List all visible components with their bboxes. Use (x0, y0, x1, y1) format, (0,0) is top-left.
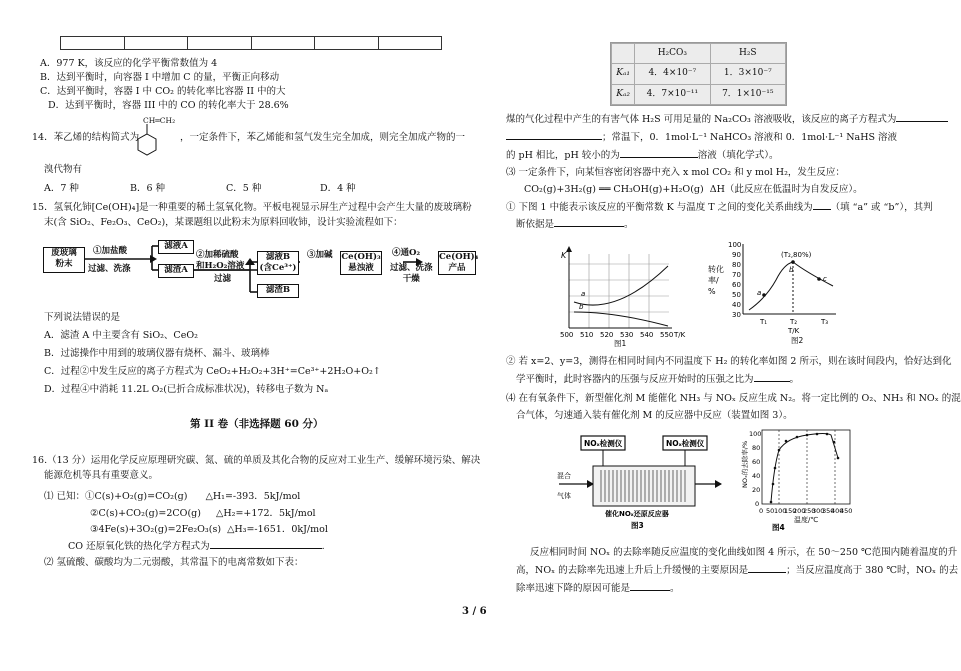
q15-option-a: A．滤渣 A 中主要含有 SiO₂、CeO₂ (44, 330, 198, 341)
answer-blank[interactable] (813, 209, 831, 210)
fig3-reactor-label: 催化NOₓ还原反应器 (605, 510, 669, 518)
fig4-xtick-400: 400 (831, 507, 844, 515)
fig2-xtick-t1: T₁ (760, 318, 768, 326)
fig2-curve-rise (749, 262, 793, 310)
q14-option-b: B．6 种 (130, 183, 166, 194)
answer-blank[interactable] (506, 139, 602, 140)
flow-product: Ce(OH)₄ 产品 (439, 252, 479, 273)
fig2-ytick-70: 70 (732, 271, 741, 279)
fig2-point-a (762, 293, 766, 297)
q15-question: 下列说法错误的是 (44, 312, 121, 323)
fig4-xtick-250: 250 (803, 507, 816, 515)
p3-intro: ⑶ 一定条件下，向某恒容密闭容器中充入 x mol CO₂ 和 y mol H₂，发生反应： (506, 167, 845, 178)
fig2-xtick-t2: T₂ (790, 318, 798, 326)
q15-option-d: D．过程④中消耗 11.2L O₂(已折合成标准状况)，转移电子数为 Nₐ (44, 384, 329, 395)
fig2-xtick-t3: T₃ (821, 318, 829, 326)
fig2-ylabel-2: 率/ (708, 276, 719, 285)
q14-vinyl-label: CH═CH₂ (143, 116, 176, 125)
p3-q1-line2: 断依据是 。 (516, 219, 634, 230)
fig1-xtick-510: 510 (580, 331, 594, 339)
fig4-ytick-40: 40 (752, 472, 761, 480)
fig3-detector-left: NOₓ检测仪 (584, 439, 623, 448)
q14-stem-c: 溴代物有 (44, 164, 83, 175)
section-heading: 第 II 卷（非选择题 60 分） (190, 418, 324, 430)
fig1-xtick-540: 540 (640, 331, 654, 339)
flow-step3: ③加碱 (307, 250, 333, 260)
fig1-xtick-530: 530 (620, 331, 634, 339)
fig3-inlet-1: 混合 (557, 472, 571, 480)
fig4-xtick-100: 100 (774, 507, 787, 515)
figure-4 (742, 426, 854, 532)
ka-row2-label: Kₐ₂ (612, 84, 635, 104)
p4-line1: ⑷ 在有氧条件下，新型催化剂 M 能催化 NH₃ 与 NOₓ 反应生成 N₂。将一定比例的 O₂、NH₃ 和 NOₓ 的混 (506, 393, 961, 404)
fig2-ytick-80: 80 (732, 261, 741, 269)
answer-blank[interactable] (554, 226, 624, 227)
q15-stem-2: 末(含 SiO₂、Fe₂O₃、CeO₂)，某课题组以此粉末为原料回收铈，设计实验流程如下： (44, 217, 403, 228)
fig2-ytick-100: 100 (728, 241, 742, 249)
fig4-curve (771, 434, 838, 503)
fig2-ytick-90: 90 (732, 251, 741, 259)
q15-option-c: C．过程②中发生反应的离子方程式为 CeO₂+H₂O₂+3H⁺=Ce³⁺+2H₂O+O₂↑ (44, 366, 381, 377)
q14-option-a: A．7 种 (44, 183, 79, 194)
flow-op2: 过滤 (214, 274, 232, 284)
p3-q2-line1: ② 若 x=2、y=3，测得在相同时间内不同温度下 H₂ 的转化率如图 2 所示，则在该时间段内，恰好达到化 (506, 356, 952, 367)
fig2-ylabel-1: 转化 (708, 265, 724, 274)
figure-2 (706, 238, 846, 346)
page-number: 3 / 6 (462, 606, 487, 617)
p4-line3: 反应相同时间 NOₓ 的去除率随反应温度的变化曲线如图 4 所示，在 50～250 ℃范围内随着温度的升 (530, 547, 958, 558)
q16-eq3: ③4Fe(s)+3O₂(g)=2Fe₂O₃(s) △H₃=-1651．0kJ/mol (90, 524, 328, 535)
fig1-xlabel: T/K (674, 331, 686, 339)
q13-option-d: D．达到平衡时，容器 III 中的 CO 的转化率大于 28.6% (48, 100, 289, 111)
flow-filtrate-b: 滤液B (含Ce³⁺) (257, 251, 299, 275)
fig3-detector-right: NOₓ检测仪 (666, 439, 705, 448)
fig4-xtick-150: 150 (784, 507, 797, 515)
fig4-ylabel: NOₓ的去除率/% (741, 440, 749, 488)
fig2-label-a: a (757, 289, 762, 297)
flow-step2: ②加稀硫酸 (196, 250, 239, 260)
fig1-curve-a-label: a (581, 290, 586, 298)
p2-line2: ；常温下，0．1mol·L⁻¹ NaHCO₃ 溶液和 0．1mol·L⁻¹ NaHS 溶液 (506, 132, 897, 144)
q13-option-a: A．977 K，该反应的化学平衡常数值为 4 (40, 58, 218, 69)
figure-3 (555, 432, 725, 532)
fig4-ytick-20: 20 (752, 486, 761, 494)
ka-row1-h2s: 1．3×10⁻⁷ (710, 64, 785, 84)
p4-line5: 除率迅速下降的原因可能是 。 (516, 583, 680, 594)
p2-line3: 的 pH 相比，pH 较小的为 溶液（填化学式）。 (506, 150, 779, 161)
answer-blank[interactable] (754, 381, 790, 382)
answer-blank[interactable] (210, 548, 322, 549)
q16-stem-1: 16.（13 分）运用化学反应原理研究碳、氮、硫的单质及其化合物的反应对工业生产、缓解环境污染、解决 (32, 455, 481, 466)
fig4-ytick-80: 80 (752, 444, 761, 452)
fig4-ytick-100: 100 (749, 430, 762, 438)
fig4-markers (770, 433, 840, 504)
fig2-point-b (791, 260, 795, 264)
curve-b (574, 312, 668, 326)
q15-option-b: B．过滤操作中用到的玻璃仪器有烧杯、漏斗、玻璃棒 (44, 348, 270, 359)
fig4-ytick-0: 0 (755, 500, 760, 508)
fig4-caption: 图4 (772, 523, 785, 532)
fig2-caption: 图2 (791, 336, 804, 345)
fig1-xtick-500: 500 (560, 331, 574, 339)
q16-eq2: ②C(s)+CO₂(g)=2CO(g) △H₂=+172．5kJ/mol (90, 508, 316, 519)
flow-residue-b: 滤渣B (257, 284, 299, 298)
q13-table-remnant (60, 36, 442, 50)
curve-a (574, 266, 668, 305)
figure-1 (556, 246, 686, 346)
p4-line4: 高，NOₓ 的去除率先迅速上升后上升缓慢的主要原因是 ；当反应温度高于 380 ℃时，NOₓ 的去 (516, 565, 959, 576)
fig2-label-b: b (789, 266, 794, 274)
flow-suspension: Ce(OH)₃ 悬浊液 (341, 252, 381, 273)
fig1-xtick-550: 550 (660, 331, 674, 339)
fig3-caption: 图3 (631, 521, 644, 530)
fig2-ytick-40: 40 (732, 301, 741, 309)
q14-stem-a: 14．苯乙烯的结构简式为 (32, 132, 140, 143)
fig4-ytick-60: 60 (752, 458, 761, 466)
answer-blank[interactable] (620, 157, 698, 158)
ka-row1-label: Kₐ₁ (612, 64, 635, 84)
fig3-inlet-2: 气体 (557, 492, 571, 500)
q16-eq1: ⑴ 已知：①C(s)+O₂(g)=CO₂(g) △H₁=-393．5kJ/mol (44, 491, 301, 502)
q16-ask: CO 还原氧化铁的热化学方程式为 . (68, 541, 325, 552)
q15-stem-1: 15．氢氧化铈[Ce(OH)₄]是一种重要的稀土氢氧化物。平板电视显示屏生产过程中会产生大量的废玻璃粉 (32, 202, 472, 213)
fig4-xtick-300: 300 (812, 507, 825, 515)
q13-option-c: C．达到平衡时，容器 I 中 CO₂ 的转化率比容器 II 中的大 (40, 86, 286, 97)
ka-row2-h2s: 7．1×10⁻¹⁵ (710, 84, 785, 104)
fig2-label-c: c (823, 275, 827, 283)
flow-op4: 过滤、洗涤 干燥 (390, 263, 433, 284)
flow-filtrate-a: 滤液A (158, 240, 194, 254)
fig4-xtick-0: 0 (759, 507, 764, 515)
flow-step2b: 和H₂O₂溶液 (196, 261, 245, 271)
fig2-ytick-60: 60 (732, 281, 741, 289)
fig2-xlabel: T/K (788, 327, 800, 335)
answer-blank[interactable] (630, 590, 670, 591)
fig1-curve-b-label: b (579, 303, 584, 311)
p3-q2-line2: 学平衡时，此时容器内的压强与反应开始时的压强之比为 。 (516, 374, 800, 385)
q16-p2: ⑵ 氢硫酸、碳酸均为二元弱酸，其常温下的电离常数如下表： (44, 557, 304, 568)
fig4-xlabel: 温度/℃ (794, 516, 819, 524)
fig2-ytick-30: 30 (732, 311, 741, 319)
fig3-reactor (593, 466, 695, 506)
fig2-curve-fall (793, 262, 833, 286)
flow-step4: ④通O₂ (392, 248, 421, 258)
fig1-ylabel: K (561, 251, 567, 260)
flow-raw-powder: 废玻璃 粉末 (43, 247, 85, 273)
ka-row1-h2co3: 4．4×10⁻⁷ (635, 64, 710, 84)
q14-option-c: C．5 种 (226, 183, 262, 194)
q14-stem-b: ，一定条件下，苯乙烯能和氢气发生完全加成，则完全加成产物的一 (180, 132, 466, 143)
answer-blank[interactable] (896, 121, 948, 122)
flow-step1: ①加盐酸 (93, 246, 128, 256)
fig4-xtick-350: 350 (822, 507, 835, 515)
flow-residue-a: 滤渣A (158, 264, 194, 278)
p3-equation: CO₂(g)+3H₂(g) ══ CH₃OH(g)+H₂O(g) ΔH（此反应在低温时为自发反应）。 (524, 184, 863, 195)
answer-blank[interactable] (748, 572, 786, 573)
q13-option-b: B．达到平衡时，向容器 I 中增加 C 的量，平衡正向移动 (40, 72, 280, 83)
q16-stem-2: 能源危机等具有重要意义。 (44, 470, 159, 481)
ka-header-0 (612, 44, 635, 64)
p4-line2: 合气体，匀速通入装有催化剂 M 的反应器中反应（装置如图 3）。 (516, 410, 793, 421)
fig4-xtick-450: 450 (840, 507, 853, 515)
fig4-xtick-50: 50 (766, 507, 775, 515)
fig2-ylabel-3: % (708, 287, 716, 296)
ka-row2-h2co3: 4．7×10⁻¹¹ (635, 84, 710, 104)
fig2-peak-label: (T₂,80%) (781, 251, 812, 259)
fig1-caption: 图1 (614, 339, 627, 348)
fig1-xtick-520: 520 (600, 331, 614, 339)
ka-header-1: H₂CO₃ (635, 44, 710, 64)
flow-op1: 过滤、洗涤 (88, 264, 131, 274)
p3-q1-line1: ① 下图 1 中能表示该反应的平衡常数 K 与温度 T 之间的变化关系曲线为 （填 “a” 或 “b”），其判 (506, 202, 933, 213)
q14-option-d: D．4 种 (320, 183, 356, 194)
fig4-xtick-200: 200 (793, 507, 806, 515)
p2-line1: 煤的气化过程中产生的有害气体 H₂S 可用足量的 Na₂CO₃ 溶液吸收，该反应的离子方程式为 (506, 114, 948, 126)
ka-table (610, 42, 787, 106)
fig2-ytick-50: 50 (732, 291, 741, 299)
ka-header-2: H₂S (710, 44, 785, 64)
fig2-point-c (817, 277, 821, 281)
